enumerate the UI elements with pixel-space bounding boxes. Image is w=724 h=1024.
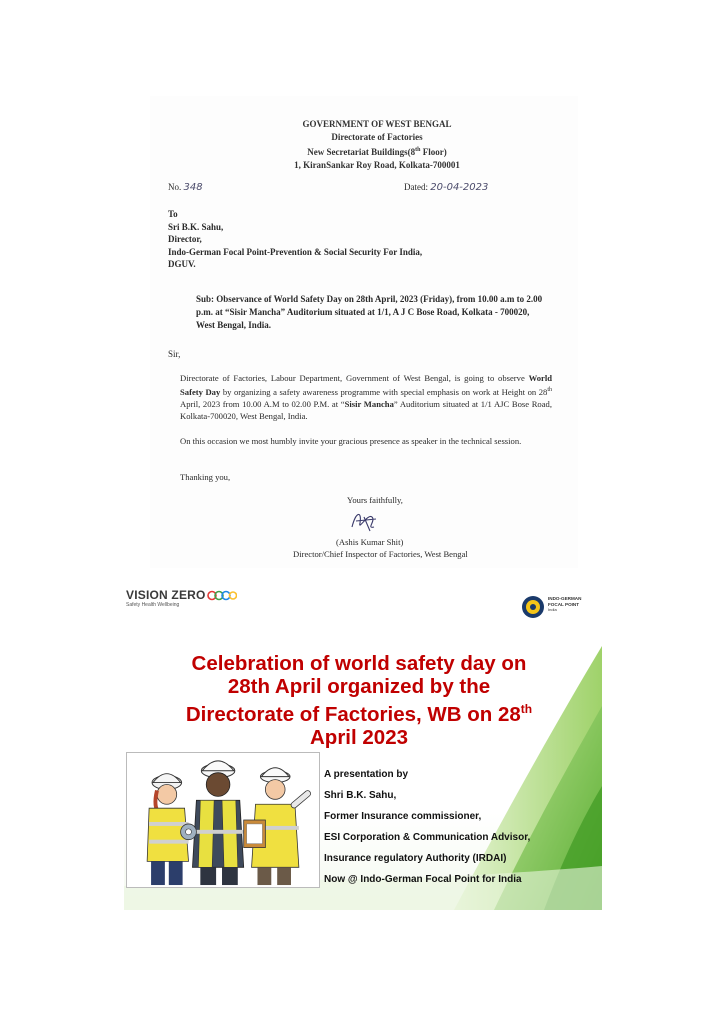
reference-value: 348	[183, 182, 203, 193]
para1-text-d: th	[547, 387, 552, 393]
slide-title-line3-text: Directorate of Factories, WB on 28	[185, 702, 521, 726]
sign-off: Yours faithfully,	[347, 495, 403, 505]
recipient-org-short: DGUV.	[168, 259, 196, 269]
invitation-letter	[150, 96, 578, 568]
focal-point-emblem-icon	[520, 594, 546, 620]
letterhead-building-floor: Floor)	[420, 147, 447, 157]
slide-title-line1: Celebration of world safety day on	[191, 652, 527, 675]
body-paragraph-2: On this occasion we most humbly invite your gracious presence as speaker in the technical session.	[180, 436, 522, 446]
presenter-info	[324, 764, 530, 890]
presenter-line: Former Insurance commissioner,	[324, 811, 482, 822]
slide-title-line4: April 2023	[310, 725, 408, 749]
letterhead-building	[262, 144, 492, 159]
letterhead-building-sup: th	[415, 147, 421, 153]
letterhead-directorate: Directorate of Factories	[331, 132, 423, 142]
vision-zero-logo	[126, 588, 237, 608]
indo-german-focal-point-logo	[520, 594, 598, 620]
recipient-title: Director,	[168, 234, 202, 244]
recipient-block	[168, 208, 422, 271]
letter-date	[404, 182, 488, 193]
slide-title-line2: 28th April organized by the	[227, 675, 491, 698]
vision-zero-tagline: Safety Health Wellbeing	[126, 602, 180, 608]
date-value: 20-04-2023	[430, 182, 489, 193]
recipient-organization: Indo-German Focal Point-Prevention & Social Security For India,	[168, 246, 423, 257]
focal-point-line3: India	[548, 607, 557, 612]
presenter-line: Now @ Indo-German Focal Point for India	[324, 874, 522, 885]
para1-text-f: Sisir Mancha	[344, 398, 394, 409]
presenter-line: Shri B.K. Sahu,	[324, 790, 397, 801]
safety-workers-illustration	[126, 752, 320, 888]
letterhead-building-text: New Secretariat Buildings(8	[307, 147, 416, 157]
signatory-name: (Ashis Kumar Shit)	[336, 537, 404, 547]
slide-title	[134, 652, 584, 749]
vision-zero-text: VISION ZERO	[126, 588, 206, 602]
vision-zero-wordmark	[126, 588, 237, 602]
letterhead-address: 1, KiranSankar Roy Road, Kolkata-700001	[294, 160, 460, 170]
letterhead-government: GOVERNMENT OF WEST BENGAL	[302, 119, 452, 129]
vision-zero-rings-icon	[207, 590, 237, 601]
signature-icon	[346, 507, 386, 535]
presenter-line: ESI Corporation & Communication Advisor,	[324, 832, 531, 843]
focal-point-text	[548, 596, 581, 613]
recipient-name: Sri B.K. Sahu,	[168, 221, 224, 232]
focal-point-line1: INDO-GERMAN	[548, 596, 582, 601]
slide-title-line3	[134, 698, 584, 726]
date-label: Dated:	[404, 182, 428, 192]
presentation-slide	[124, 586, 602, 910]
salutation: Sir,	[168, 349, 181, 359]
para1-text-e: April, 2023 from 10.00 A.M to 02.00 P.M. at “	[180, 398, 345, 409]
slide-title-line3-sup: th	[520, 702, 533, 716]
closing-line: Thanking you,	[180, 472, 231, 482]
para1-text-c: by organizing a safety awareness programme with special emphasis on work at Height on 28	[220, 386, 548, 397]
reference-label: No.	[168, 182, 182, 192]
para1-text-a: Directorate of Factories, Labour Department, Government of West Bengal, is going to observe	[180, 373, 529, 383]
para1-text-g: ” Auditorium situated at 1/1 AJC Bose Road, Kolkata-700020, West Bengal, India.	[180, 398, 552, 421]
body-paragraph-1	[180, 372, 552, 422]
focal-point-line2: FOCAL POINT	[548, 601, 580, 607]
subject-line: Sub: Observance of World Safety Day on 28th April, 2023 (Friday), from 10.00 a.m to 2.00 p.m. at “Sisir Mancha” Auditorium situated at 1/1, A J C Bose Road, Kolkata - 700020, West Bengal, India.	[196, 294, 543, 330]
recipient-to: To	[168, 209, 178, 219]
presenter-line: A presentation by	[324, 769, 409, 780]
para1-text-b: World Safety Day	[180, 373, 552, 397]
signatory-title: Director/Chief Inspector of Factories, West Bengal	[293, 549, 468, 559]
reference-number	[168, 182, 203, 193]
presenter-line: Insurance regulatory Authority (IRDAI)	[324, 853, 507, 864]
letterhead	[262, 118, 492, 172]
